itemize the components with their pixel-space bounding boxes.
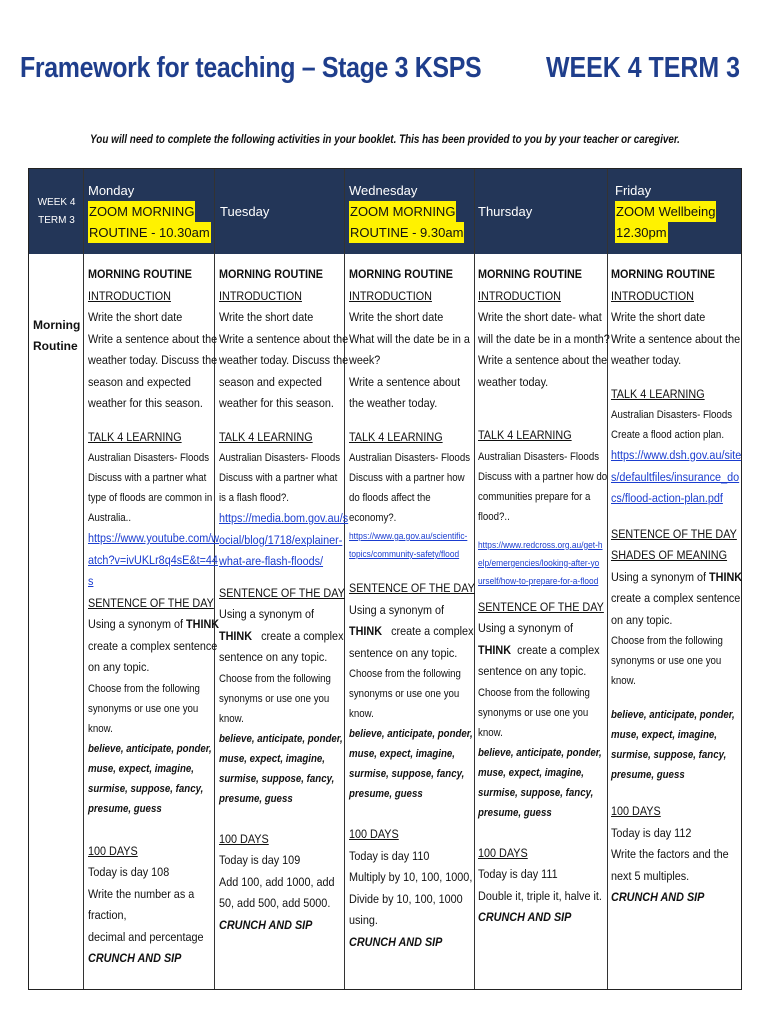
zoom-time-highlight: ZOOM MORNING [349, 201, 456, 222]
corner-term: TERM 3 [38, 214, 75, 226]
redcross-link[interactable]: elp/emergencies/looking-after-yo [478, 557, 600, 569]
row-label-morning-routine: Morning Routine [33, 318, 81, 353]
redcross-link[interactable]: urself/how-to-prepare-for-a-flood [478, 575, 599, 587]
header-friday [615, 169, 740, 254]
header-monday [88, 169, 213, 254]
monday-cell [88, 264, 220, 970]
monday-content: MORNING ROUTINE INTRODUCTION Write the short date Write a sentence about the weather today. Discuss the season and expected weather for this season. TALK 4 LEARNING Australian Disasters- Floods Discuss with a partner what type of floods are common in Australia.. https://www.youtube.com/w atch?v=ivUKLr8q4sE&t=44 s SENTENCE OF THE DAY Using a synonym of THINK create a complex sentence on any topic. Choose from the following synonyms or use one you know. believe, anticipate, ponder, muse, expect, imagine, surmise, suppose, fancy, presume, guess 100 DAYS Today is day 108 Write the number as a fraction, decimal and percentage CRUNCH AND SIP [88, 267, 220, 965]
zoom-time-highlight: ZOOM Wellbeing [615, 201, 716, 222]
youtube-link[interactable]: atch?v=ivUKLr8q4sE&t=44 [88, 552, 218, 567]
table-header-row [29, 169, 741, 254]
friday-cell [611, 264, 741, 909]
tuesday-cell [219, 264, 349, 936]
zoom-time-highlight: ZOOM MORNING [88, 201, 195, 222]
zoom-time-highlight: ROUTINE - 10.30am [88, 222, 211, 243]
redcross-link[interactable]: https://www.redcross.org.au/get-h [478, 539, 603, 551]
friday-content: MORNING ROUTINE INTRODUCTION Write the short date Write a sentence about the weather today. TALK 4 LEARNING Australian Disasters- Floods Create a flood action plan. https://www.dsh.gov.au/site s/defaultfiles/insurance_do cs/flood-action-plan.pdf SENTENCE OF THE DAY SHADES OF MEANING Using a synonym of THINK create a complex sentence on any topic. Choose from the following synonyms or use one you know. believe, anticipate, ponder, muse, expect, imagine, surmise, suppose, fancy, presume, guess 100 DAYS Today is day 112 Write the factors and the next 5 multiples. CRUNCH AND SIP [611, 267, 743, 904]
week-term-heading: WEEK 4 TERM 3 [546, 52, 741, 84]
corner-cell [29, 169, 84, 254]
thursday-content: MORNING ROUTINE INTRODUCTION Write the short date- what will the date be in a month? Write a sentence about the weather today. TALK 4 LEARNING Australian Disasters- Floods Discuss with a partner how do communities prepare for a flood?.. https://www.redcross.org.au/get-h elp/emergencies/looking-after-yo urself/how-to-prepare-for-a-flood SENTENCE OF THE DAY Using a synonym of THINK create a complex sentence on any topic. Choose from the following synonyms or use one you know. believe, anticipate, ponder, muse, expect, imagine, surmise, suppose, fancy, presume, guess 100 DAYS Today is day 111 Double it, triple it, halve it. CRUNCH AND SIP [478, 267, 610, 924]
zoom-time-highlight: ROUTINE - 9.30am [349, 222, 464, 243]
page-title: Framework for teaching – Stage 3 KSPS [20, 52, 482, 84]
header-tuesday [220, 169, 345, 254]
flood-plan-link[interactable]: cs/flood-action-plan.pdf [611, 491, 723, 505]
bom-link[interactable]: what-are-flash-floods/ [219, 554, 324, 568]
day-name: Wednesday [349, 183, 418, 198]
ga-link[interactable]: topics/community-safety/flood [349, 549, 460, 560]
ga-link[interactable]: https://www.ga.gov.au/scientific- [349, 531, 468, 542]
youtube-link[interactable]: s [88, 574, 94, 588]
bom-link[interactable]: ocial/blog/1718/explainer- [219, 532, 343, 547]
wednesday-content: MORNING ROUTINE INTRODUCTION Write the short date What will the date be in a week? Write a sentence about the weather today. TALK 4 LEARNING Australian Disasters- Floods Discuss with a partner how do floods affect the economy?. https://www.ga.gov.au/scientific- topics/community-safety/flood SENTENCE OF THE DAY Using a synonym of THINK create a complex sentence on any topic. Choose from the following synonyms or use one you know. believe, anticipate, ponder, muse, expect, imagine, surmise, suppose, fancy, presume, guess 100 DAYS Today is day 110 Multiply by 10, 100, 1000, Divide by 10, 100, 1000 using. CRUNCH AND SIP [349, 267, 475, 949]
instructions-text: You will need to complete the following activities in your booklet. This has been provided to you by your teacher or caregiver. [90, 134, 680, 146]
day-name: Monday [88, 183, 135, 198]
thursday-cell [478, 264, 610, 929]
bom-link[interactable]: https://media.bom.gov.au/s [219, 511, 349, 525]
header-thursday [478, 169, 603, 254]
header-wednesday [349, 169, 474, 254]
corner-week: WEEK 4 [37, 196, 76, 208]
day-name: Friday [615, 183, 652, 198]
youtube-link[interactable]: https://www.youtube.com/w [88, 531, 220, 545]
tuesday-content: MORNING ROUTINE INTRODUCTION Write the short date Write a sentence about the weather today. Discuss the season and expected weather for this season. TALK 4 LEARNING Australian Disasters- Floods Discuss with a partner what is a flash flood?. https://media.bom.gov.au/s ocial/blog/1718/explainer- what-are-flash-floods/ SENTENCE OF THE DAY Using a synonym of THINK create a complex sentence on any topic. Choose from the following synonyms or use one you know. believe, anticipate, ponder, muse, expect, imagine, surmise, suppose, fancy, presume, guess 100 DAYS Today is day 109 Add 100, add 1000, add 50, add 500, add 5000. CRUNCH AND SIP [219, 267, 349, 932]
zoom-time-highlight: 12.30pm [615, 222, 668, 243]
day-name: Tuesday [220, 204, 270, 219]
wednesday-cell [349, 264, 473, 953]
flood-plan-link[interactable]: https://www.dsh.gov.au/site [611, 448, 742, 462]
day-name: Thursday [478, 204, 533, 219]
column-divider [83, 169, 84, 989]
weekly-schedule-table [28, 168, 742, 990]
flood-plan-link[interactable]: s/defaultfiles/insurance_do [611, 469, 740, 484]
